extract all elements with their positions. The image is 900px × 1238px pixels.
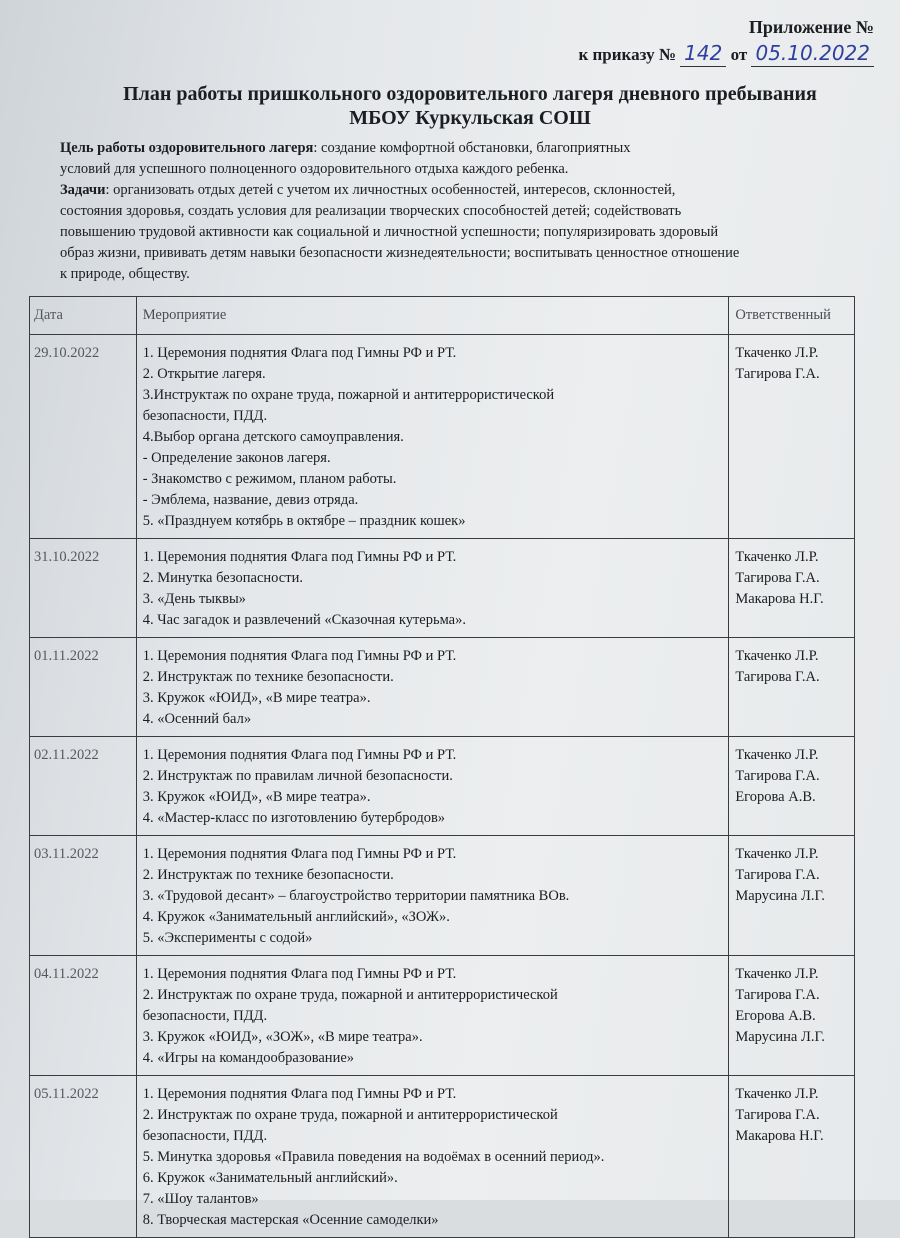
tasks-text-4: образ жизни, прививать детям навыки безопасности жизнедеятельности; воспитывать ценностное отношение (60, 245, 740, 261)
header-event: Мероприятие (136, 297, 729, 335)
event-item: 4. Кружок «Занимательный английский», «ЗОЖ». (142, 909, 450, 925)
responsible-person: Тагирова Г.А. (735, 987, 820, 1003)
event-item: 2. Инструктаж по охране труда, пожарной и антитеррористической (142, 987, 558, 1003)
event-item: 5. Минутка здоровья «Правила поведения на водоёмах в осенний период». (142, 1149, 605, 1165)
intro-text (60, 138, 860, 285)
table-row (30, 539, 855, 638)
goal-text: : создание комфортной обстановки, благоприятных (313, 140, 631, 156)
tasks-text-2: состояния здоровья, создать условия для реализации творческих способностей детей; содействовать (60, 203, 682, 219)
date-prefix: от (730, 45, 748, 64)
responsible-person: Марусина Л.Г. (735, 888, 825, 904)
event-item: 3. «День тыквы» (142, 591, 246, 607)
responsible-person: Тагирова Г.А. (735, 570, 820, 586)
event-item: 2. Открытие лагеря. (142, 366, 266, 382)
cell-date: 01.11.2022 (30, 638, 137, 737)
annex-header (578, 14, 874, 68)
cell-responsible (729, 836, 855, 956)
order-reference (578, 40, 874, 68)
cell-events (136, 335, 729, 539)
event-item: 3. Кружок «ЮИД», «В мире театра». (142, 690, 371, 706)
cell-responsible (729, 956, 855, 1076)
tasks-text-5: к природе, обществу. (60, 266, 190, 282)
responsible-person: Марусина Л.Г. (735, 1029, 825, 1045)
responsible-person: Тагирова Г.А. (735, 366, 820, 382)
table-body (30, 335, 855, 1238)
event-item: 3. Кружок «ЮИД», «ЗОЖ», «В мире театра». (142, 1029, 423, 1045)
cell-responsible (729, 737, 855, 836)
event-item: безопасности, ПДД. (142, 408, 268, 424)
header-date: Дата (30, 297, 137, 335)
order-number: 142 (680, 40, 726, 67)
tasks-text: : организовать отдых детей с учетом их личностных особенностей, интересов, склонностей, (105, 182, 676, 198)
event-item: 3.Инструктаж по охране труда, пожарной и антитеррористической (142, 387, 555, 403)
event-item: 4. «Осенний бал» (142, 711, 252, 727)
cell-events (136, 539, 729, 638)
responsible-person: Макарова Н.Г. (735, 591, 824, 607)
responsible-person: Тагирова Г.А. (735, 669, 820, 685)
event-item: - Эмблема, название, девиз отряда. (142, 492, 359, 508)
header-responsible: Ответственный (729, 297, 855, 335)
cell-events (136, 956, 729, 1076)
event-item: 1. Церемония поднятия Флага под Гимны РФ и РТ. (142, 1086, 457, 1102)
event-item: 1. Церемония поднятия Флага под Гимны РФ и РТ. (142, 648, 457, 664)
order-prefix: к приказу № (578, 45, 676, 64)
responsible-person: Макарова Н.Г. (735, 1128, 824, 1144)
responsible-person: Ткаченко Л.Р. (735, 345, 819, 361)
cell-date: 05.11.2022 (30, 1076, 137, 1238)
event-item: 8. Творческая мастерская «Осенние самоделки» (142, 1212, 439, 1228)
event-item: 2. Минутка безопасности. (142, 570, 303, 586)
event-item: - Определение законов лагеря. (142, 450, 331, 466)
tasks-text-3: повышению трудовой активности как социальной и личностной успешности; популяризировать здоровый (60, 224, 719, 240)
responsible-person: Ткаченко Л.Р. (735, 549, 819, 565)
cell-events (136, 836, 729, 956)
cell-date: 02.11.2022 (30, 737, 137, 836)
event-item: 1. Церемония поднятия Флага под Гимны РФ и РТ. (142, 549, 457, 565)
goal-label: Цель работы оздоровительного лагеря (60, 140, 314, 156)
cell-events (136, 737, 729, 836)
cell-events (136, 1076, 729, 1238)
event-item: безопасности, ПДД. (142, 1128, 268, 1144)
table-row (30, 335, 855, 539)
event-item: 5. «Эксперименты с содой» (142, 930, 313, 946)
event-item: 5. «Празднуем котябрь в октябре – праздник кошек» (142, 513, 466, 529)
responsible-person: Ткаченко Л.Р. (735, 846, 819, 862)
cell-events (136, 638, 729, 737)
goal-paragraph (60, 138, 860, 159)
table-row (30, 737, 855, 836)
cell-date: 03.11.2022 (30, 836, 137, 956)
event-item: 4. «Мастер-класс по изготовлению бутербродов» (142, 810, 446, 826)
event-item: 1. Церемония поднятия Флага под Гимны РФ и РТ. (142, 345, 457, 361)
event-item: - Знакомство с режимом, планом работы. (142, 471, 397, 487)
event-item: 2. Инструктаж по охране труда, пожарной и антитеррористической (142, 1107, 558, 1123)
title-line-2: МБОУ Куркульская СОШ (349, 107, 591, 129)
table-header-row (30, 297, 855, 335)
schedule-table (29, 296, 855, 1238)
cell-date: 31.10.2022 (30, 539, 137, 638)
event-item: 1. Церемония поднятия Флага под Гимны РФ и РТ. (142, 747, 457, 763)
event-item: 3. Кружок «ЮИД», «В мире театра». (142, 789, 371, 805)
table-row (30, 638, 855, 737)
cell-responsible (729, 1076, 855, 1238)
event-item: 4.Выбор органа детского самоуправления. (142, 429, 404, 445)
title-line-1: План работы пришкольного оздоровительного лагеря дневного пребывания (123, 83, 817, 105)
responsible-person: Ткаченко Л.Р. (735, 747, 819, 763)
event-item: 1. Церемония поднятия Флага под Гимны РФ и РТ. (142, 846, 457, 862)
event-item: 1. Церемония поднятия Флага под Гимны РФ и РТ. (142, 966, 457, 982)
table-row (30, 956, 855, 1076)
responsible-person: Егорова А.В. (735, 1008, 816, 1024)
responsible-person: Тагирова Г.А. (735, 768, 820, 784)
cell-responsible (729, 539, 855, 638)
cell-responsible (729, 335, 855, 539)
event-item: 3. «Трудовой десант» – благоустройство территории памятника ВОв. (142, 888, 570, 904)
responsible-person: Тагирова Г.А. (735, 867, 820, 883)
event-item: безопасности, ПДД. (142, 1008, 268, 1024)
order-date: 05.10.2022 (751, 40, 874, 67)
event-item: 4. Час загадок и развлечений «Сказочная кутерьма». (142, 612, 466, 628)
page-title (90, 82, 850, 130)
annex-label: Приложение № (748, 17, 874, 37)
goal-text-2: условий для успешного полноценного оздоровительного отдыха каждого ребенка. (60, 161, 569, 177)
event-item: 2. Инструктаж по технике безопасности. (142, 867, 394, 883)
responsible-person: Ткаченко Л.Р. (735, 1086, 819, 1102)
event-item: 7. «Шоу талантов» (142, 1191, 259, 1207)
responsible-person: Ткаченко Л.Р. (735, 966, 819, 982)
table-row (30, 1076, 855, 1238)
event-item: 2. Инструктаж по правилам личной безопасности. (142, 768, 453, 784)
table-row (30, 836, 855, 956)
tasks-paragraph (60, 180, 860, 201)
responsible-person: Егорова А.В. (735, 789, 816, 805)
cell-responsible (729, 638, 855, 737)
cell-date: 29.10.2022 (30, 335, 137, 539)
tasks-label: Задачи (60, 182, 106, 198)
cell-date: 04.11.2022 (30, 956, 137, 1076)
responsible-person: Ткаченко Л.Р. (735, 648, 819, 664)
responsible-person: Тагирова Г.А. (735, 1107, 820, 1123)
event-item: 4. «Игры на командообразование» (142, 1050, 355, 1066)
event-item: 2. Инструктаж по технике безопасности. (142, 669, 394, 685)
event-item: 6. Кружок «Занимательный английский». (142, 1170, 398, 1186)
